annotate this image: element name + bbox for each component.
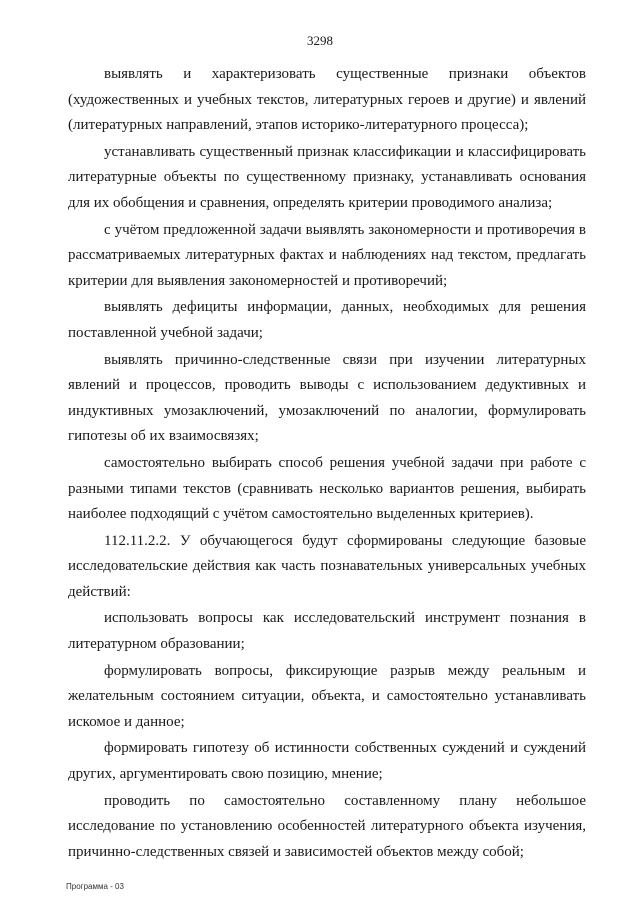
paragraph: выявлять и характеризовать существенные признаки объектов (художественных и учебных текстов, литературных героев и другие) и явлений (литературных направлений, этапов историко-литературного процесса); [68, 66, 586, 134]
paragraph: самостоятельно выбирать способ решения учебной задачи при работе с разными типами текстов (сравнивать несколько вариантов решения, выбирать наиболее подходящий с учётом самостоятельно выделенных критериев). [68, 454, 586, 523]
document-body [68, 62, 586, 866]
paragraph: выявлять причинно-следственные связи при изучении литературных явлений и процессов, проводить выводы с использованием дедуктивных и индуктивных умозаключений, умозаключений по аналогии, формулировать гипотезы об их взаимосвязях; [68, 351, 586, 445]
paragraph: формулировать вопросы, фиксирующие разрыв между реальным и желательным состоянием ситуации, объекта, и самостоятельно устанавливать искомое и данное; [68, 662, 586, 730]
paragraph: формировать гипотезу об истинности собственных суждений и суждений других, аргументировать свою позицию, мнение; [68, 740, 586, 783]
section-paragraph: 112.11.2.2. У обучающегося будут сформированы следующие базовые исследовательские действия как часть познавательных универсальных учебных действий: [68, 532, 586, 600]
paragraph: выявлять дефициты информации, данных, необходимых для решения поставленной учебной задачи; [68, 299, 586, 341]
paragraph: с учётом предложенной задачи выявлять закономерности и противоречия в рассматриваемых литературных фактах и наблюдениях над текстом, предлагать критерии для выявления закономерностей и противоречий; [68, 221, 586, 289]
footer-label: Программа - 03 [66, 882, 124, 891]
paragraph: использовать вопросы как исследовательский инструмент познания в литературном образовании; [68, 610, 586, 653]
paragraph: проводить по самостоятельно составленному плану небольшое исследование по установлению особенностей литературного объекта изучения, причинно-следственных связей и зависимостей объектов между собой; [68, 792, 586, 860]
page-number: 3298 [307, 33, 333, 48]
paragraph: устанавливать существенный признак классификации и классифицировать литературные объекты по существенному признаку, устанавливать основания для их обобщения и сравнения, определять критерии проводимого анализа; [68, 143, 586, 211]
